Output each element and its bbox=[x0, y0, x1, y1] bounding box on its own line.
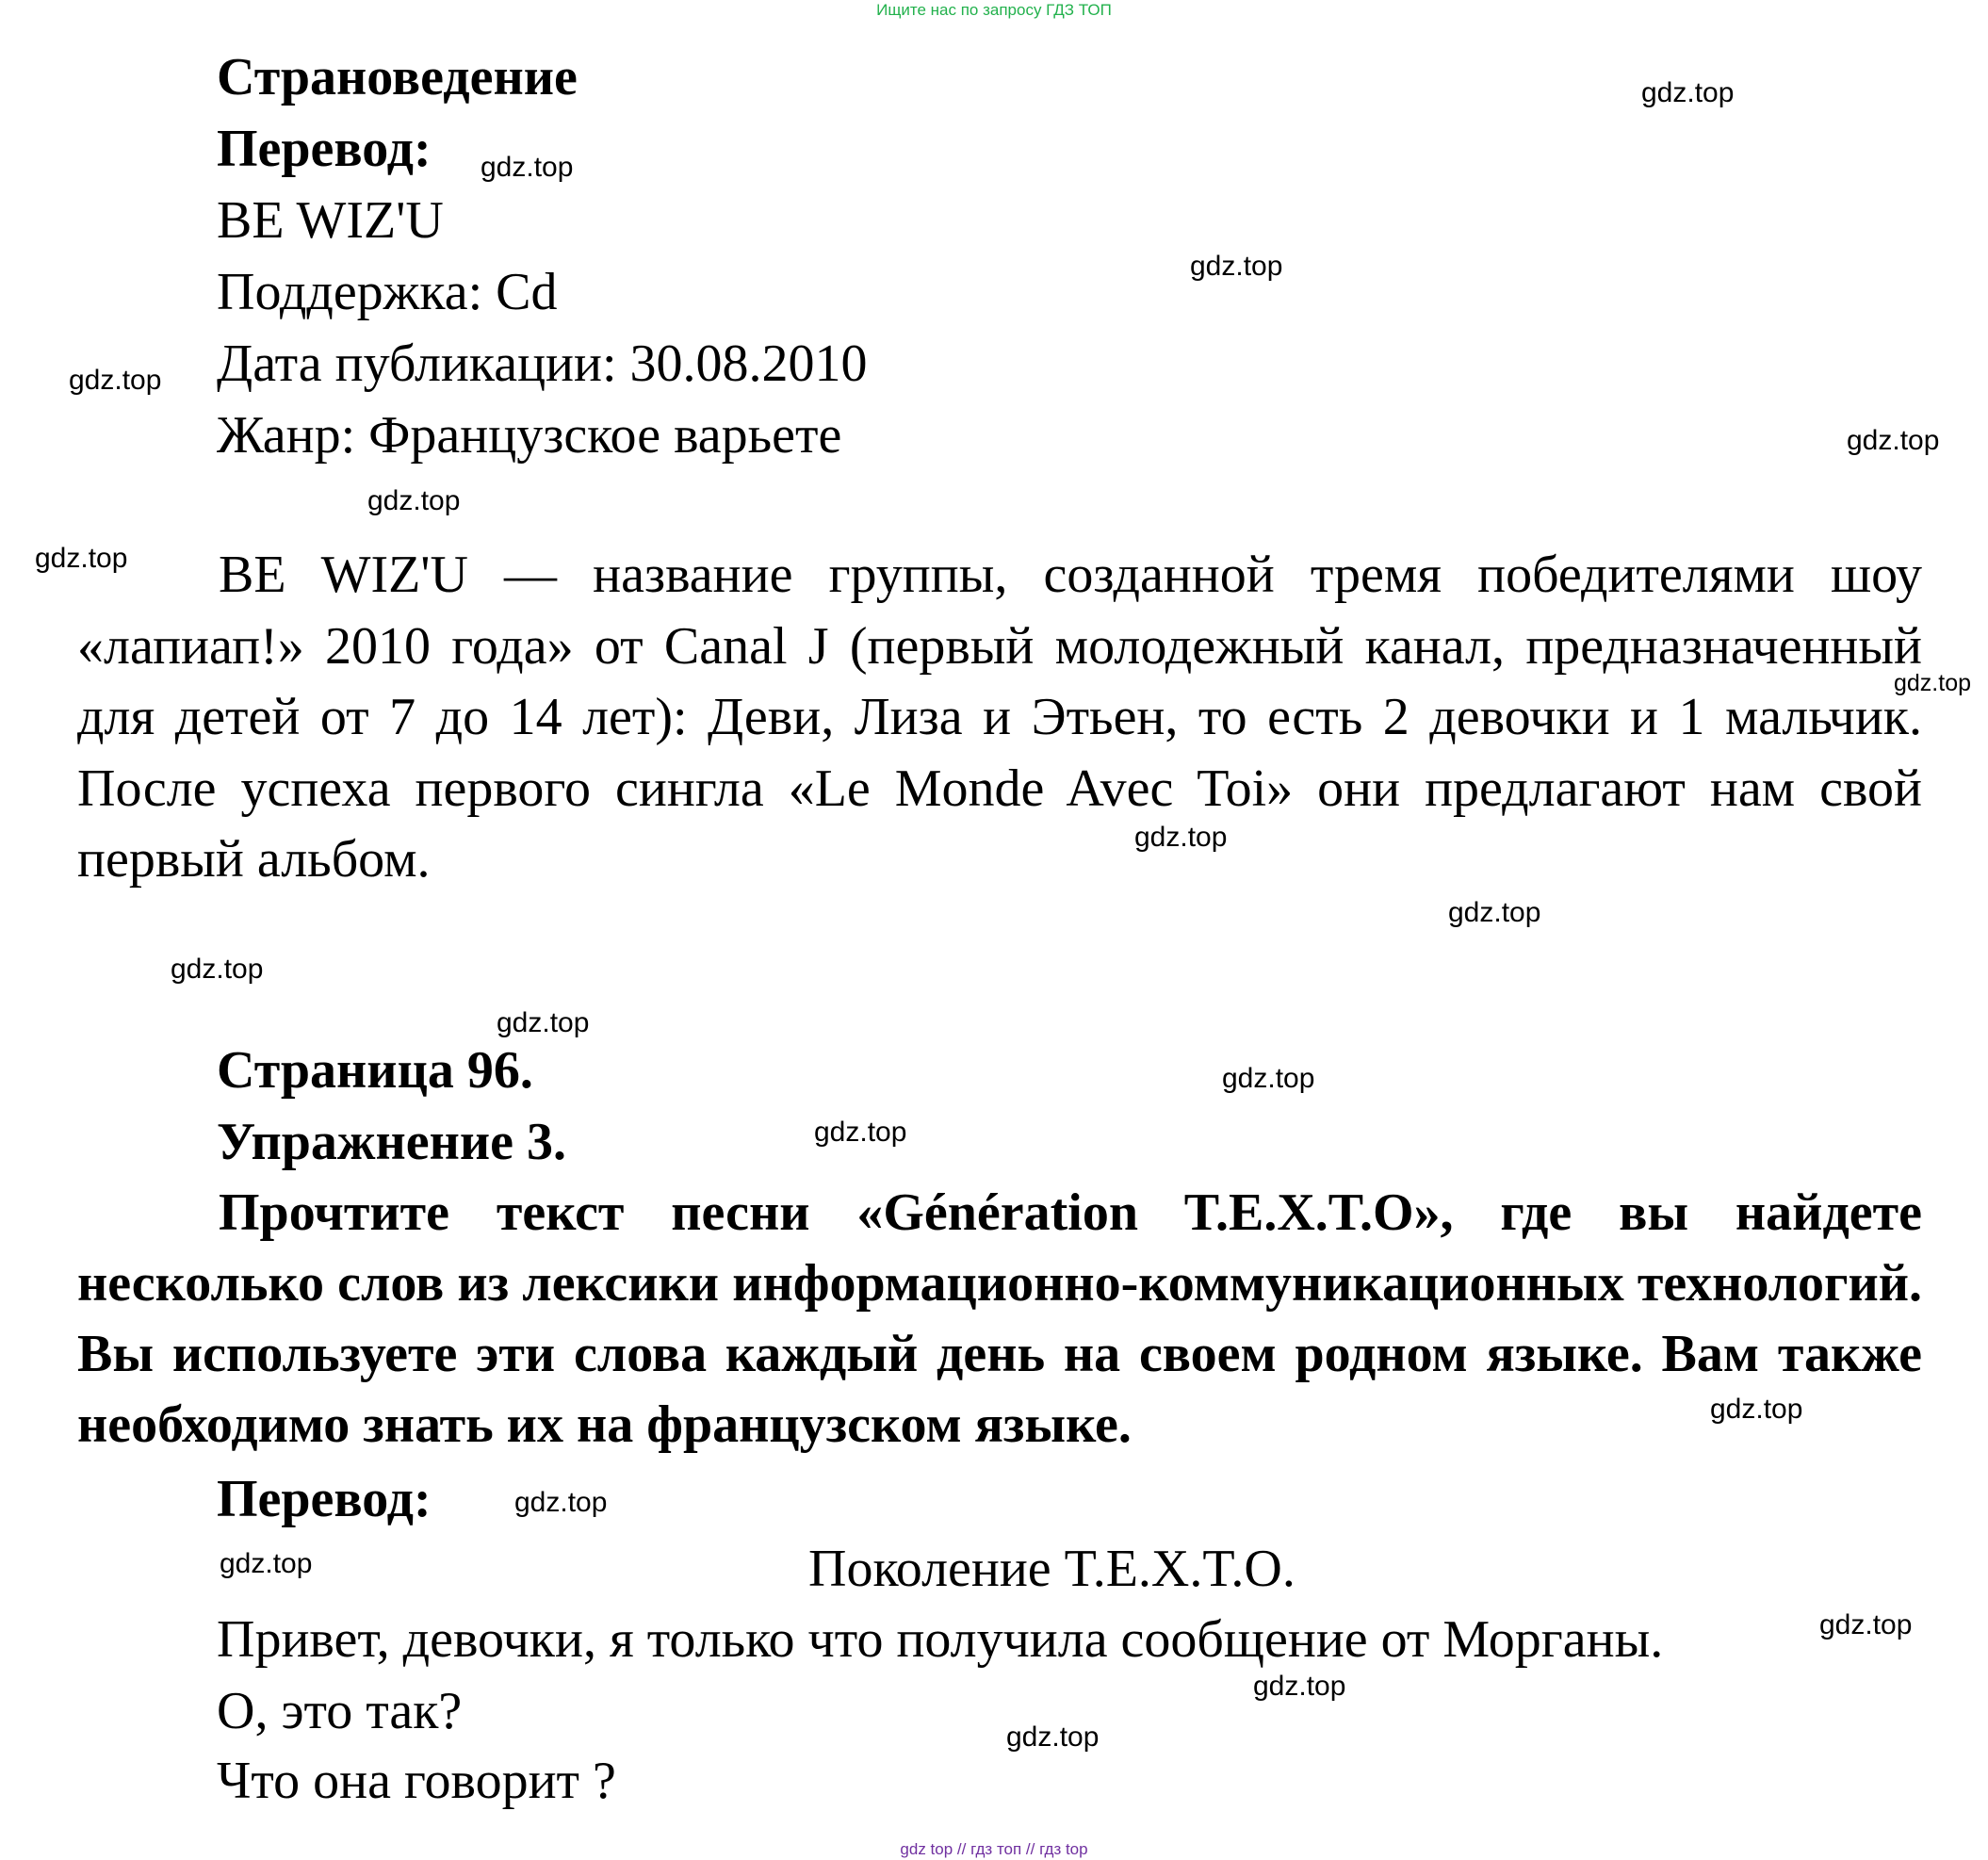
watermark: gdz.top bbox=[481, 152, 574, 183]
watermark: gdz.top bbox=[1710, 1394, 1803, 1425]
watermark: gdz.top bbox=[69, 365, 162, 396]
watermark: gdz.top bbox=[367, 485, 461, 516]
watermark: gdz.top bbox=[814, 1117, 907, 1148]
watermark: gdz.top bbox=[1134, 822, 1228, 853]
section-title: Страноведение bbox=[217, 48, 578, 106]
song-line: Привет, девочки, я только что получила сообщение от Морганы. bbox=[217, 1610, 1664, 1669]
page-heading: Страница 96. bbox=[217, 1041, 533, 1100]
watermark: gdz.top bbox=[1641, 77, 1735, 108]
watermark: gdz.top bbox=[1006, 1721, 1100, 1753]
watermark: gdz.top bbox=[1253, 1671, 1346, 1702]
exercise-heading: Упражнение 3. bbox=[217, 1113, 567, 1171]
watermark: gdz.top bbox=[1847, 425, 1940, 456]
watermark: gdz.top bbox=[1819, 1609, 1913, 1640]
footer-banner: gdz top // гдз топ // гдз top bbox=[900, 1840, 1088, 1858]
watermark: gdz.top bbox=[220, 1548, 313, 1579]
watermark: gdz.top bbox=[171, 954, 264, 985]
watermark: gdz.top bbox=[1448, 897, 1541, 928]
album-description: BE WIZ'U — название группы, созданной тремя победителями шоу «лапиап!» 2010 года» от Canal J (первый молодежный канал, предназначенный для детей от 7 до 14 лет): Деви, Лиза и Этьен, то есть 2 девочки и 1 мальчик. После успеха первого сингла «Le Monde Avec Toi» они предлагают нам свой первый альбом. bbox=[77, 546, 1922, 889]
song-line: Что она говорит ? bbox=[217, 1752, 616, 1810]
watermark: gdz.top bbox=[1190, 251, 1283, 282]
publication-date: Дата публикации: 30.08.2010 bbox=[217, 334, 868, 393]
watermark: gdz.top bbox=[35, 543, 128, 574]
translation-label: Перевод: bbox=[217, 120, 432, 178]
song-line: О, это так? bbox=[217, 1682, 463, 1740]
watermark: gdz.top bbox=[514, 1487, 608, 1518]
support-line: Поддержка: Cd bbox=[217, 263, 558, 321]
song-title: Поколение T.E.X.T.O. bbox=[808, 1540, 1295, 1598]
top-banner: Ищите нас по запросу ГДЗ ТОП bbox=[876, 1, 1112, 19]
watermark: gdz.top bbox=[1222, 1063, 1315, 1094]
album-name: BE WIZ'U bbox=[217, 191, 444, 250]
genre-line: Жанр: Французское варьете bbox=[217, 406, 842, 465]
watermark: gdz.top bbox=[497, 1007, 590, 1038]
exercise-task: Прочтите текст песни «Génération T.E.X.T.O», где вы найдете несколько слов из лексики информационно-коммуникационных технологий. Вы используете эти слова каждый день на своем родном языке. Вам также необходимо знать их на французском языке. bbox=[77, 1183, 1922, 1454]
translation-label-2: Перевод: bbox=[217, 1470, 432, 1528]
watermark: gdz.top bbox=[1894, 670, 1972, 696]
